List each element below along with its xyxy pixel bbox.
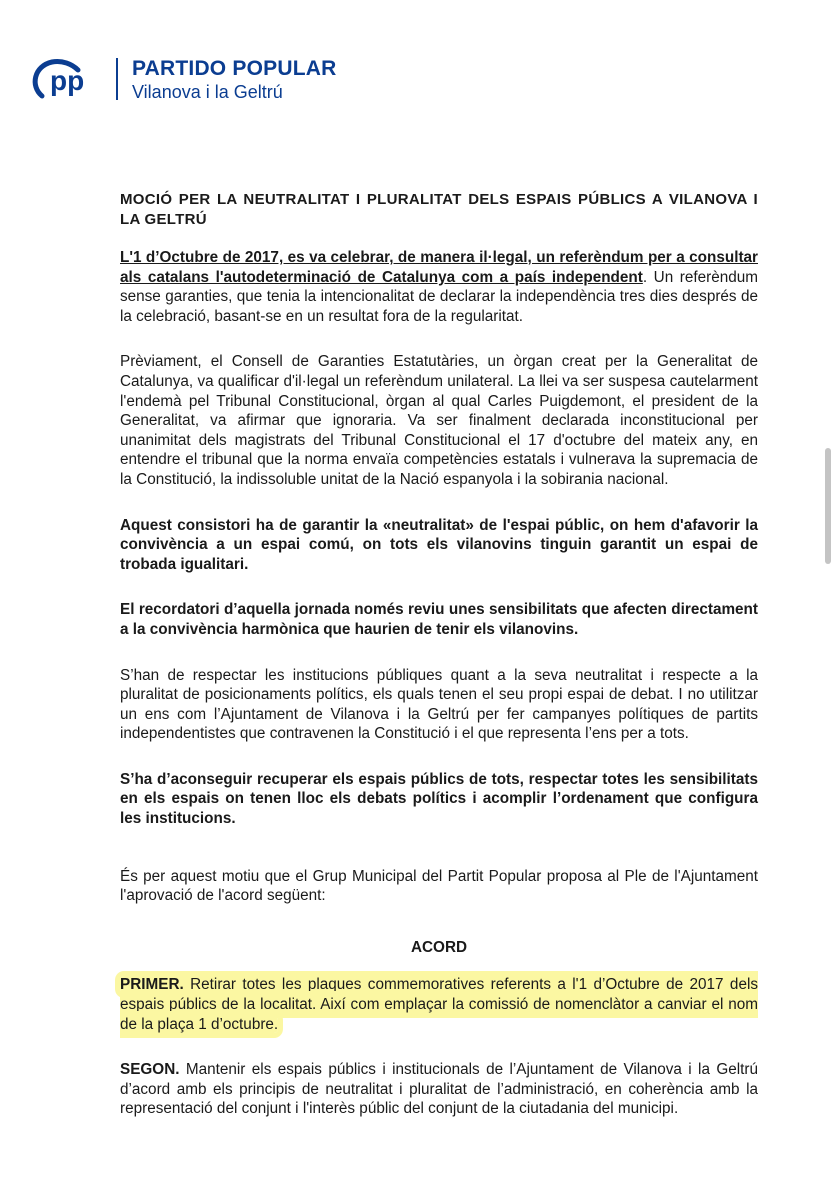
intro-bold-text: L'1 d’Octubre de 2017, es va celebrar, de manera il·legal, un referèndum per a consultar als catalans l'autodeterminació de Catalunya com a país independent — [120, 249, 758, 286]
segon-text: Mantenir els espais públics i institucionals de l’Ajuntament de Vilanova i la Geltrú d’acord amb els principis de neutralitat i pluralitat de l’administració, en coherència amb la representació del conjunt i l'interès públic del conjunt de la ciutadania del municipi. — [120, 1061, 758, 1118]
scrollbar-thumb[interactable] — [825, 448, 831, 564]
paragraph-intro — [120, 248, 758, 326]
highlighted-primer — [120, 976, 758, 1032]
paragraph-reminder: El recordatori d’aquella jornada només reviu unes sensibilitats que afecten directament a la convivència harmònica que haurien de tenir els vilanovins. — [120, 601, 758, 638]
party-header — [28, 54, 336, 104]
primer-label: PRIMER. — [120, 976, 184, 994]
paragraph-institutions: S’han de respectar les institucions públiques quant a la seva neutralitat i respecte a la pluralitat de posicionaments polítics, els quals tenen el seu propi espai de debat. I no utilitzar un ens com l’Ajuntament de Vilanova i la Geltrú per fer campanyes polítiques de partits independentistes que contravenen la Constitució i el que representa l’ens per a tots. — [120, 666, 758, 743]
pp-logo-icon — [28, 56, 108, 102]
logo-divider — [116, 58, 118, 100]
party-name: PARTIDO POPULAR — [132, 56, 337, 80]
document-title: MOCIÓ PER LA NEUTRALITAT I PLURALITAT DELS ESPAIS PÚBLICS A VILANOVA I LA GELTRÚ — [120, 191, 758, 228]
paragraph-recover-spaces: S’ha d’aconseguir recuperar els espais públics de tots, respectar totes les sensibilitats en els espais on tenen lloc els debats polítics i acomplir l’ordenament que configura les institucions. — [120, 770, 758, 828]
city-name: Vilanova i la Geltrú — [132, 81, 283, 102]
acord-heading: ACORD — [410, 938, 468, 956]
paragraph-proposal: És per aquest motiu que el Grup Municipal del Partit Popular proposa al Ple de l'Ajuntament l'aprovació de l'acord següent: — [120, 867, 758, 905]
agreement-segon — [120, 1060, 758, 1119]
primer-text: Retirar totes les plaques commemoratives referents a l'1 d’Octubre de 2017 dels espais públics de la localitat. Així com emplaçar la comissió de nomenclàtor a canviar el nom de la plaça 1 d’octubre. — [120, 976, 758, 1033]
intro-period: . — [642, 268, 648, 286]
paragraph-background: Prèviament, el Consell de Garanties Estatutàries, un òrgan creat per la Generalitat de Catalunya, va qualificar d'il·legal un referèndum unilateral. La llei va ser suspesa cautelarment l'endemà pel Tribunal Constitucional, òrgan al qual Carles Puigdemont, el president de la Generalitat, va afirmar que ignoraria. Va ser finalment declarada inconstitucional per unanimitat dels magistrats del Tribunal Constitucional el 17 d'octubre del mateix any, en entendre el tribunal que la norma envaïa competències estatals i vulnerava la supremacia de la Constitució, la indissoluble unitat de la Nació espanyola i la sobirania nacional. — [120, 353, 758, 488]
logo-text — [132, 58, 336, 101]
motion-document — [120, 190, 758, 1119]
intro-rest-text: Un referèndum sense garanties, que tenia la intencionalitat de declarar la independència tres dies després de la celebració, basant-se en un resultat fora de la regularitat. — [120, 268, 758, 325]
agreement-primer — [120, 975, 758, 1034]
logo-initials: pp — [50, 65, 85, 96]
paragraph-neutrality: Aquest consistori ha de garantir la «neutralitat» de l'espai públic, on hem d'afavorir la convivència a un espai comú, on tots els vilanovins tinguin garantit un espai de trobada igualitari. — [120, 516, 758, 573]
segon-label: SEGON. — [120, 1061, 180, 1079]
